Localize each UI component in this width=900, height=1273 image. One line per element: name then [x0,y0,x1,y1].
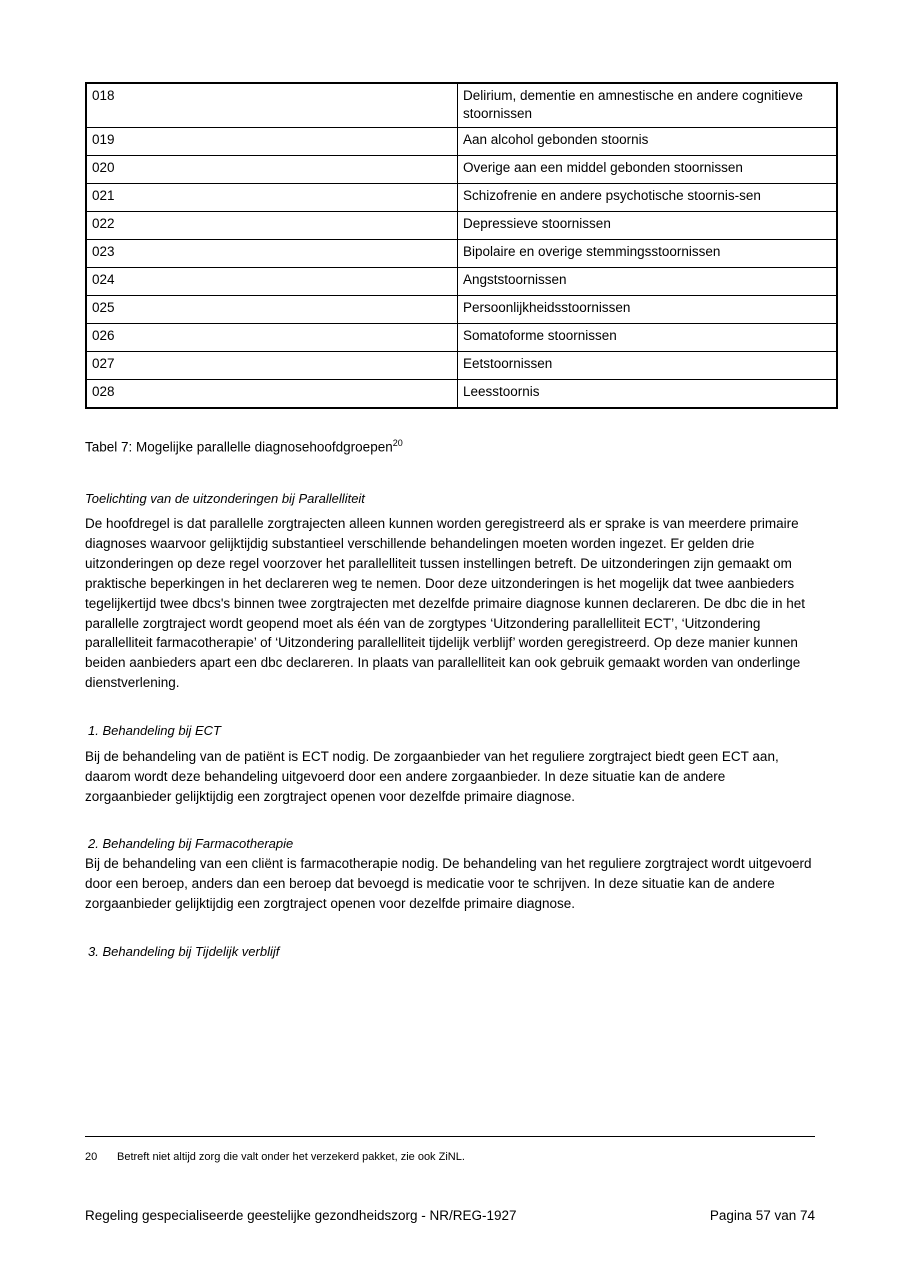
cell-code: 018 [86,83,458,127]
paragraph-intro: De hoofdregel is dat parallelle zorgtrajecten alleen kunnen worden geregistreerd als er sprake is van meerdere primaire diagnoses waarvoor gelijktijdig substantieel verschillende behandelingen moeten worden ingezet. Er gelden drie uitzonderingen op deze regel voorzover het parallelliteit tussen instellingen betreft. De uitzonderingen zijn gemaakt om praktische beperkingen in het declareren weg te nemen. Door deze uitzonderingen is het mogelijk dat twee aanbieders tegelijkertijd twee dbcs's binnen twee zorgtrajecten met dezelfde primaire diagnose kunnen declareren. De dbc die in het parallelle zorgtraject wordt geopend moet als één van de zorgtypes ‘Uitzondering parallelliteit ECT’, ‘Uitzondering parallelliteit farmacotherapie’ of ‘Uitzondering parallelliteit tijdelijk verblijf’ worden geregistreerd. Op deze manier kunnen beiden aanbieders apart een dbc declareren. In plaats van parallelliteit kan ook gebruik gemaakt worden van onderlinge dienstverlening. [85,516,805,691]
footnote [85,1150,815,1164]
cell-code: 028 [86,379,458,408]
cell-description: Delirium, dementie en amnestische en andere cognitieve stoornissen [458,83,838,127]
paragraph-ect: Bij de behandeling van de patiënt is ECT nodig. De zorgaanbieder van het reguliere zorgtraject biedt geen ECT aan, daarom wordt deze behandeling uitgevoerd door een andere zorgaanbieder. In deze situatie kan de andere zorgaanbieder gelijktijdig een zorgtraject openen voor dezelfde primaire diagnose. [85,748,779,804]
table-row [86,379,837,408]
cell-description: Overige aan een middel gebonden stoornissen [458,155,838,183]
cell-code: 025 [86,295,458,323]
cell-description: Bipolaire en overige stemmingsstoornissen [458,239,838,267]
cell-code: 019 [86,127,458,155]
table-row [86,83,837,127]
cell-description: Leesstoornis [458,379,838,408]
footnote-reference: 20 [392,437,403,448]
footer-document-title: Regeling gespecialiseerde geestelijke gezondheidszorg - NR/REG-1927 [85,1208,517,1223]
section-heading-toelichting: Toelichting van de uitzonderingen bij Parallelliteit [85,491,365,507]
cell-description: Angststoornissen [458,267,838,295]
table-row [86,155,837,183]
table-row [86,211,837,239]
subsection-heading-ect: 1. Behandeling bij ECT [88,722,221,738]
cell-description: Aan alcohol gebonden stoornis [458,127,838,155]
table-row [86,295,837,323]
cell-description: Persoonlijkheidsstoornissen [458,295,838,323]
cell-code: 020 [86,155,458,183]
subsection-heading-farmacotherapie: 2. Behandeling bij Farmacotherapie [88,836,294,852]
footnote-number: 20 [85,1151,98,1163]
table-row [86,127,837,155]
footer-page-number: Pagina 57 van 74 [709,1208,815,1223]
footnote-text: Betreft niet altijd zorg die valt onder het verzekerd pakket, zie ook ZiNL. [117,1151,465,1163]
page-content [85,82,815,968]
diagnosis-code-table [85,82,838,409]
cell-description: Depressieve stoornissen [458,211,838,239]
table-body [86,83,837,408]
cell-description: Somatoforme stoornissen [458,323,838,351]
table-row [86,351,837,379]
cell-code: 023 [86,239,458,267]
table-caption [85,437,815,457]
table-row [86,267,837,295]
table-caption-text: Tabel 7: Mogelijke parallelle diagnosehoofdgroepen [85,439,393,455]
paragraph-farmacotherapie: Bij de behandeling van een cliënt is farmacotherapie nodig. De behandeling van het reguliere zorgtraject wordt uitgevoerd door een beroep, anders dan een beroep dat bevoegd is medicatie voor te schrijven. In deze situatie kan de andere zorgaanbieder gelijktijdig een zorgtraject openen voor dezelfde primaire diagnose. [85,856,812,912]
table-row [86,239,837,267]
cell-code: 022 [86,211,458,239]
table-row [86,183,837,211]
cell-code: 027 [86,351,458,379]
cell-code: 024 [86,267,458,295]
footnote-separator [85,1136,815,1137]
cell-code: 021 [86,183,458,211]
cell-description: Eetstoornissen [458,351,838,379]
subsection-heading-tijdelijk-verblijf: 3. Behandeling bij Tijdelijk verblijf [88,943,280,959]
table-row [86,323,837,351]
cell-description: Schizofrenie en andere psychotische stoornis-sen [458,183,838,211]
cell-code: 026 [86,323,458,351]
page-footer [85,1208,815,1223]
